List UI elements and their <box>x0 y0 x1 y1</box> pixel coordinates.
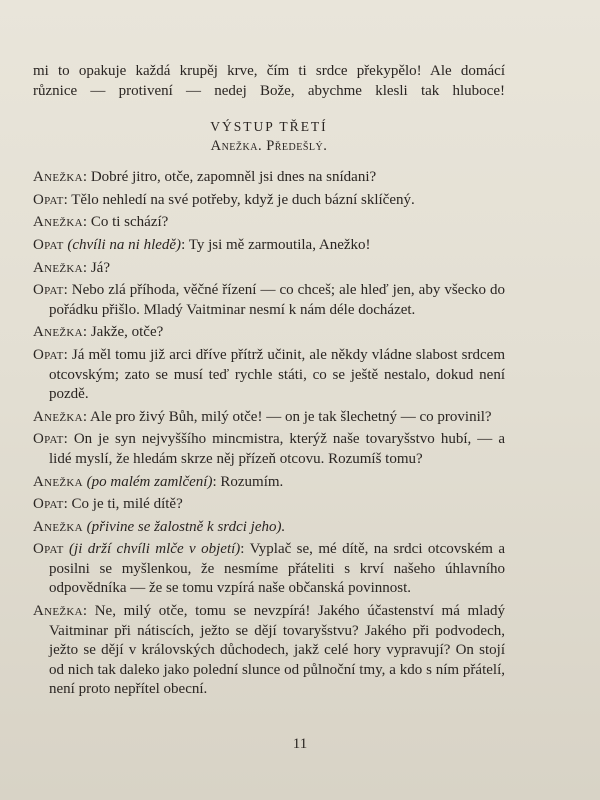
speaker-name: Opat <box>33 541 64 558</box>
speaker-name: Anežka <box>33 324 83 341</box>
spoken-text: Co ti schází? <box>90 214 169 231</box>
opening-line-2: různice — protivení — nedej Bože, abychme klesli tak hluboce! <box>33 82 505 99</box>
speaker-name: Anežka <box>33 518 83 535</box>
spoken-text: Co je ti, milé dítě? <box>71 496 183 513</box>
dialogue-line: Anežka: Dobré jitro, otče, zapomněl jsi dnes na snídani? <box>33 169 377 186</box>
spoken-text: Ale pro živý Bůh, milý otče! — on je tak šlechetný — co provinil? <box>90 408 492 425</box>
dialogue-line: Anežka: Jakže, otče? <box>33 324 164 341</box>
speaker-name: Opat <box>33 191 64 208</box>
speaker-name: Opat <box>33 236 64 253</box>
spoken-text: On je syn nejvyššího mincmistra, kterýž naše tovaryšstvo hubí, — a lidé myslí, že hledám skrze něj přízeň otcovu. Rozumíš tomu? <box>49 431 505 467</box>
speaker-name: Opat <box>33 431 64 448</box>
stage-direction: (přivine se žalostně k srdci jeho). <box>86 518 286 535</box>
dialogue-line: Anežka: Ne, milý otče, tomu se nevzpírá! Jakého účastenství má mladý Vaitminar při nátiscích, ježto se dějí tovaryšstvu? Jakého při podvodech, ježto se dějí v královských důchodech, jakž celé hory vypravují? On stojí od nich tak daleko jako polední slunce od půlnoční tmy, a kdo s ním přátelí, není proto nepřítel obecní. <box>33 603 505 698</box>
spoken-text: Jakže, otče? <box>90 324 164 341</box>
dialogue <box>33 168 505 700</box>
page-text <box>33 62 505 703</box>
scene-characters: Anežka. Předešlý. <box>210 138 328 155</box>
speaker-name: Anežka <box>33 408 83 425</box>
spoken-text: Já? <box>90 259 110 276</box>
spoken-text: Rozumím. <box>220 473 284 490</box>
spoken-text: Dobré jitro, otče, zapomněl jsi dnes na snídani? <box>90 169 377 186</box>
stage-direction: (po malém zamlčení) <box>86 473 213 490</box>
dialogue-line: Opat (ji drží chvíli mlče v objetí): Vyplač se, mé dítě, na srdci otcovském a posilni se myšlenkou, že nesmíme přáteliti s krví našeho úhlavního odpovědníka — že se tomu vzpírá naše občanská povinnost. <box>33 541 506 597</box>
speaker-name: Opat <box>33 282 64 299</box>
dialogue-line: Opat: Tělo nehledí na své potřeby, když je duch bázní sklíčený. <box>33 191 415 208</box>
spoken-text: Vyplač se, mé dítě, na srdci otcovském a posilni se myšlenkou, že nesmíme přáteliti s krví našeho úhlavního odpovědníka — že se tomu vzpírá naše občanská povinnost. <box>49 541 506 597</box>
dialogue-line: Opat (chvíli na ni hledě): Ty jsi mě zarmoutila, Anežko! <box>33 236 371 253</box>
dialogue-line: Anežka: Ale pro živý Bůh, milý otče! — on je tak šlechetný — co provinil? <box>33 408 492 425</box>
spoken-text: Nebo zlá příhoda, věčné řízení — co chceš; ale hleď jen, aby všecko do pořádku přišlo. Mladý Vaitminar nesmí k nám déle docházet. <box>49 282 505 318</box>
speaker-name: Anežka <box>33 169 83 186</box>
spoken-text: Já měl tomu již arci dříve přítrž učinit, ale někdy vládne slabost srdcem otcovským; zato se musí teď rychle státi, co se ještě nestalo, dokud není pozdě. <box>49 346 505 403</box>
dialogue-line: Opat: On je syn nejvyššího mincmistra, kterýž naše tovaryšstvo hubí, — a lidé myslí, že hledám skrze něj přízeň otcovu. Rozumíš tomu? <box>33 431 505 467</box>
dialogue-line: Opat: Nebo zlá příhoda, věčné řízení — co chceš; ale hleď jen, aby všecko do pořádku přišlo. Mladý Vaitminar nesmí k nám déle docházet. <box>33 282 505 318</box>
dialogue-line: Opat: Já měl tomu již arci dříve přítrž učinit, ale někdy vládne slabost srdcem otcovským; zato se musí teď rychle státi, co se ještě nestalo, dokud není pozdě. <box>33 346 505 403</box>
stage-direction: (chvíli na ni hledě) <box>67 236 182 253</box>
dialogue-line: Opat: Co je ti, milé dítě? <box>33 496 183 513</box>
dialogue-line: Anežka: Já? <box>33 259 110 276</box>
spoken-text: Tělo nehledí na své potřeby, když je duch bázní sklíčený. <box>71 191 415 208</box>
speaker-name: Opat <box>33 496 64 513</box>
stage-direction: (ji drží chvíli mlče v objetí) <box>69 541 241 558</box>
scene-heading: VÝSTUP TŘETÍ <box>210 119 328 135</box>
spoken-text: Ty jsi mě zarmoutila, Anežko! <box>188 236 371 253</box>
speaker-name: Anežka <box>33 603 83 620</box>
spoken-text: Ne, milý otče, tomu se nevzpírá! Jakého účastenství má mladý Vaitminar při nátiscích, ježto se dějí tovaryšstvu? Jakého při podvodech, ježto se dějí v královských důchodech, jakž celé hory vypravují? On stojí od nich tak daleko jako polední slunce od půlnoční tmy, a kdo s ním přátelí, není proto nepřítel obecní. <box>49 603 505 698</box>
dialogue-line <box>33 518 505 538</box>
speaker-name: Anežka <box>33 214 83 231</box>
speaker-name: Opat <box>33 346 64 363</box>
page-number: 11 <box>292 736 308 752</box>
dialogue-line: Anežka (po malém zamlčení): Rozumím. <box>33 473 284 490</box>
dialogue-line: Anežka: Co ti schází? <box>33 214 169 231</box>
speaker-name: Anežka <box>33 259 83 276</box>
opening-line-1: mi to opakuje každá krupěj krve, čím ti srdce překypělo! Ale domácí <box>33 63 505 79</box>
speaker-name: Anežka <box>33 473 83 490</box>
